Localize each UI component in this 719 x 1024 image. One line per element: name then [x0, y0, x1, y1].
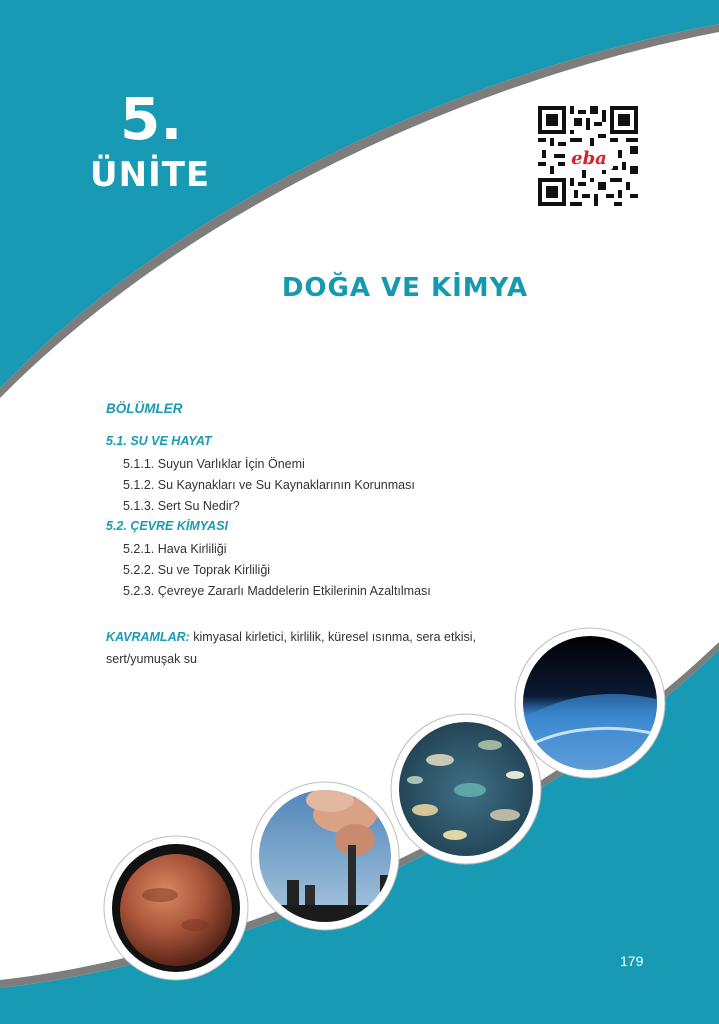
section-item: 5.2.1. Hava Kirliliği [123, 542, 227, 556]
polluted-water-image [391, 714, 541, 864]
section-item: 5.2.3. Çevreye Zararlı Maddelerin Etkilerinin Azaltılması [123, 584, 431, 598]
factory-image [251, 782, 399, 930]
page-number: 179 [620, 953, 644, 969]
section-item: 5.1.1. Suyun Varlıklar İçin Önemi [123, 457, 305, 471]
unit-label: ÜNİTE [90, 155, 211, 195]
concepts-label: KAVRAMLAR: [106, 630, 190, 644]
section-item: 5.2.2. Su ve Toprak Kirliliği [123, 563, 271, 577]
mars-image [100, 830, 260, 990]
section-item: 5.1.3. Sert Su Nedir? [123, 499, 240, 513]
sections-heading: BÖLÜMLER [106, 401, 183, 416]
section-title: 5.2. ÇEVRE KİMYASI [106, 519, 229, 533]
eba-logo: eba [565, 148, 613, 170]
unit-number: 5. [120, 85, 183, 153]
page-title: DOĞA VE KİMYA [281, 273, 529, 303]
section-item: 5.1.2. Su Kaynakları ve Su Kaynaklarının Korunması [123, 478, 415, 492]
concepts-text: kimyasal kirletici, kirlilik, küresel ısınma, sera etkisi, sert/yumuşak su [106, 630, 476, 666]
section-title: 5.1. SU VE HAYAT [106, 434, 212, 448]
earth-image [515, 628, 665, 778]
